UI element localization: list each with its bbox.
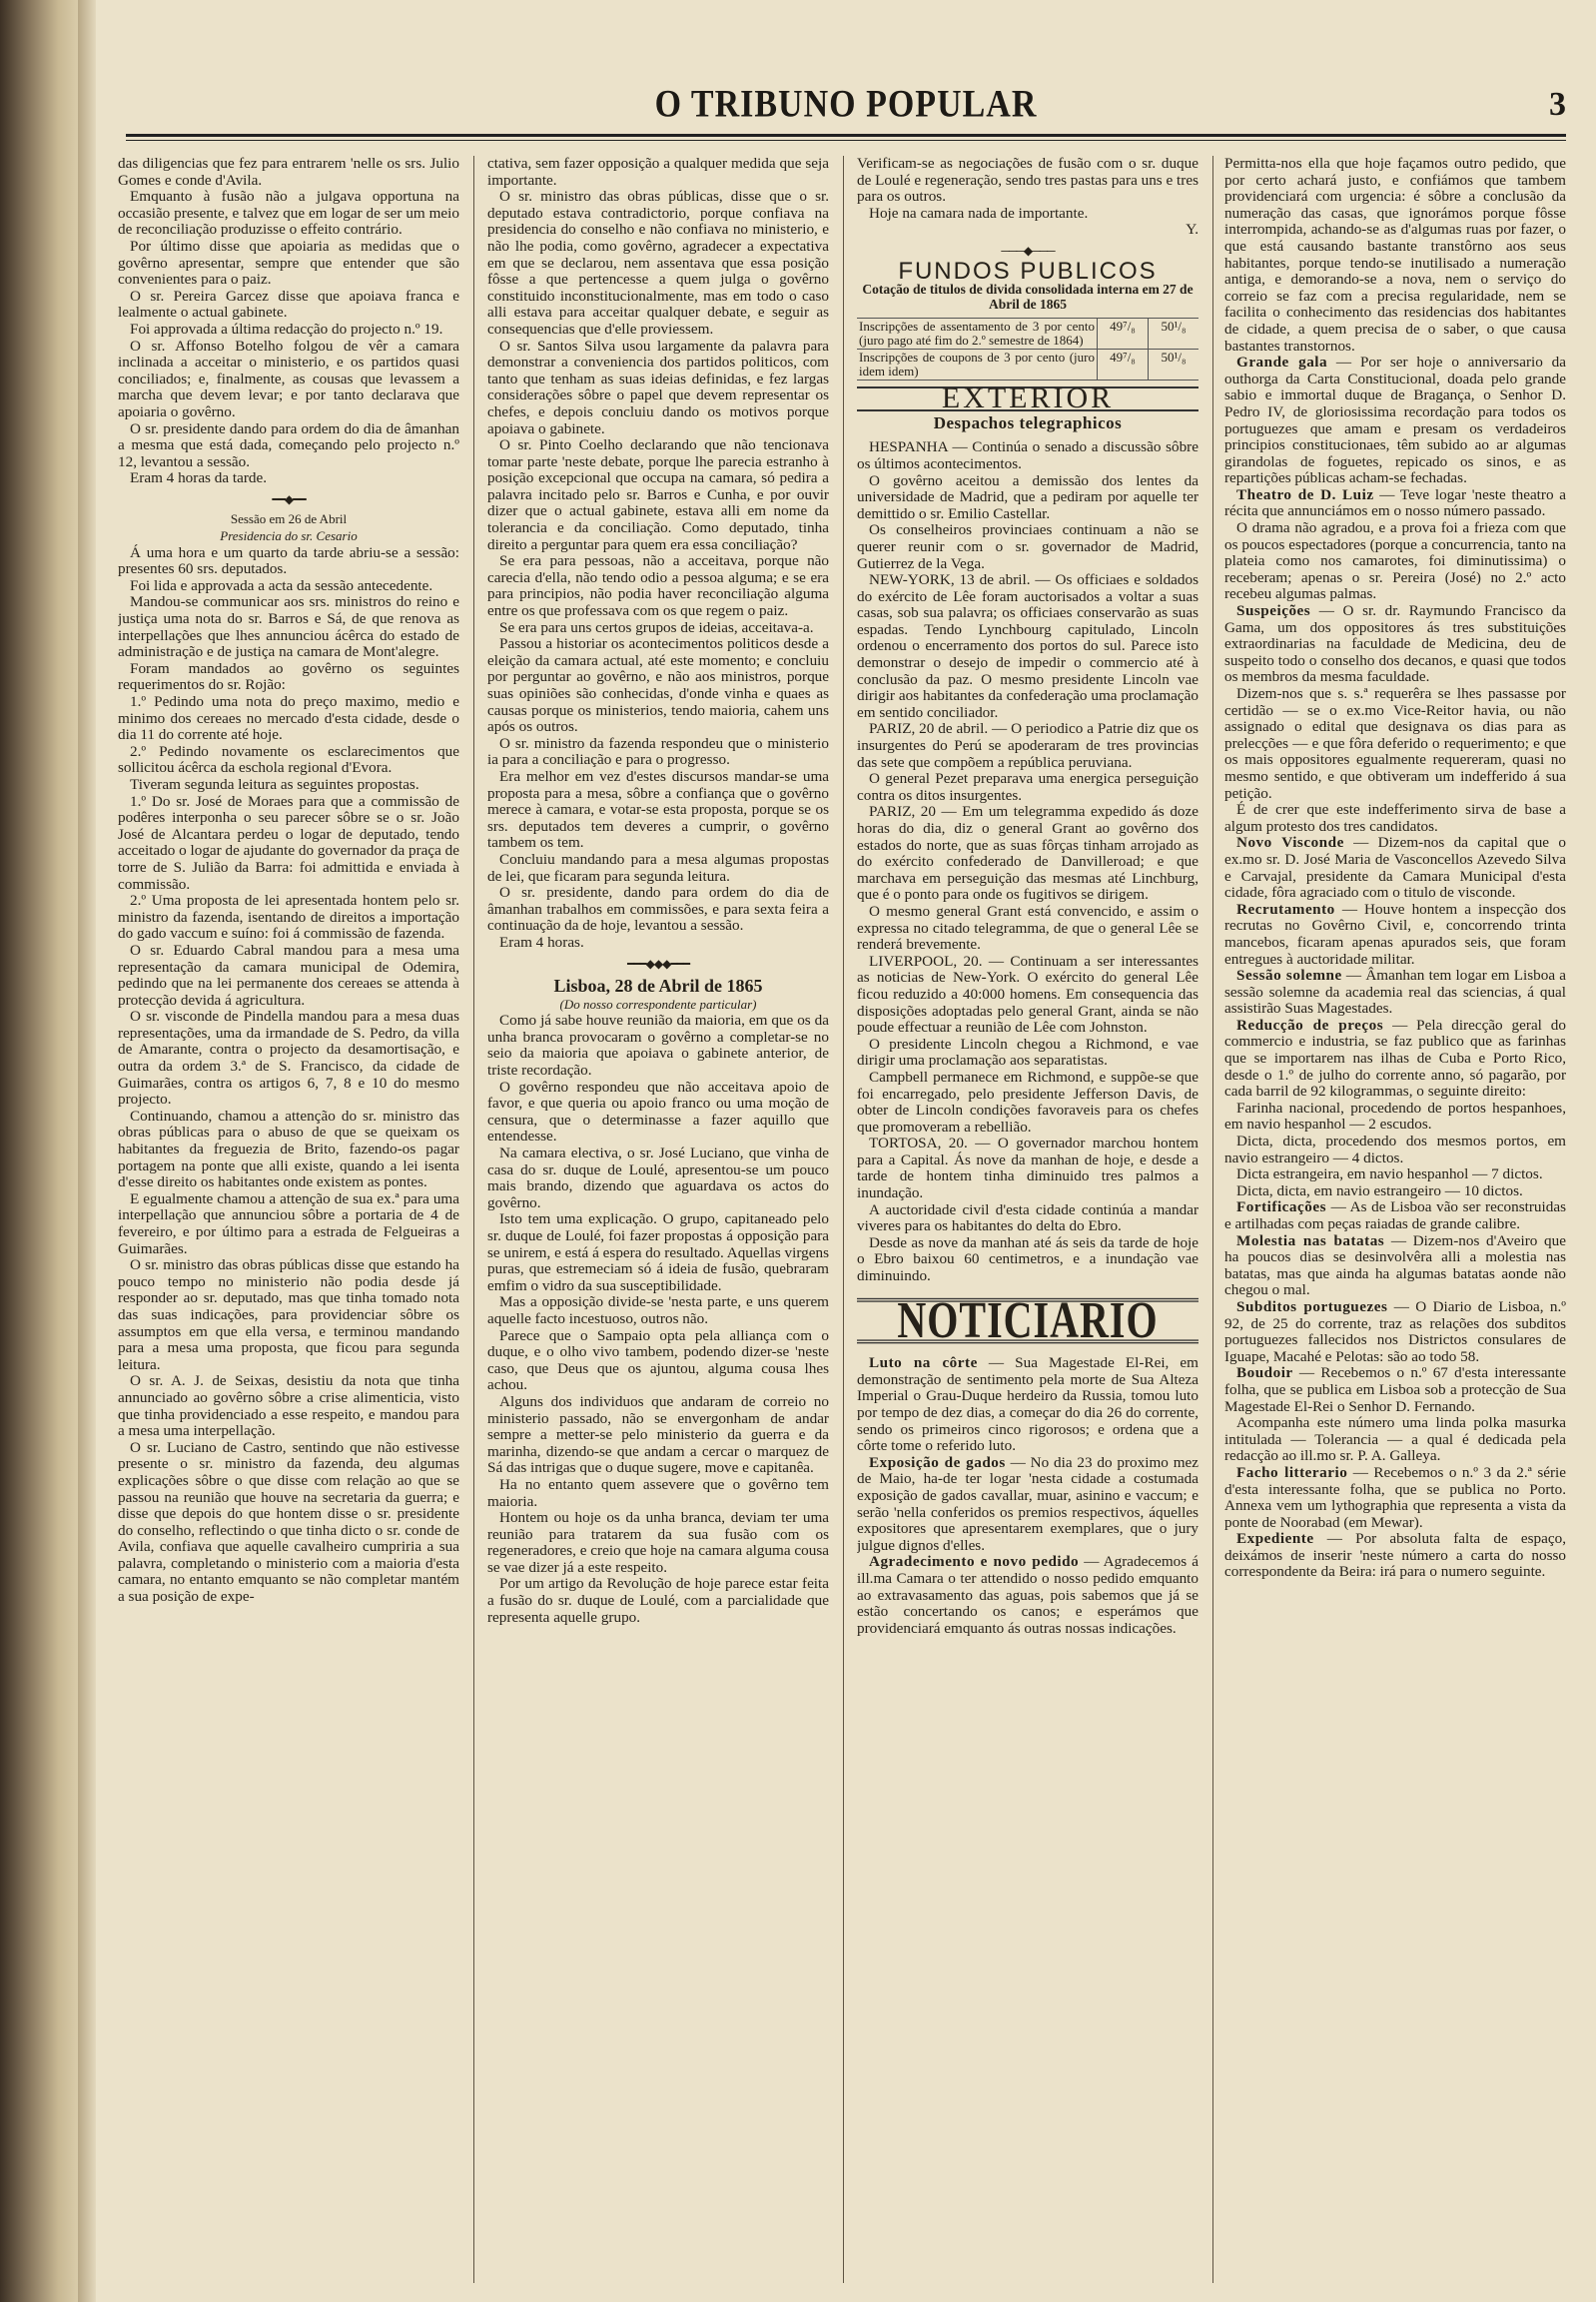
news-item	[1224, 355, 1566, 487]
paragraph: Desde as nove da manhan até ás seis da tarde de hoje o Ebro baixou 60 centimetros, e a inundação vae diminuindo.	[857, 1233, 1198, 1285]
paragraph: ctativa, sem fazer opposição a qualquer medida que seja importante.	[487, 156, 829, 189]
paragraph: E egualmente chamou a attenção de sua ex.ª para uma interpellação que annunciou sôbre a portaria de 4 de fevereiro, e por último para a estrada de Felgueiras a Guimarães.	[118, 1189, 459, 1257]
news-keyword: Boudoir	[1236, 1364, 1293, 1382]
paragraph: 2.º Pedindo novamente os esclarecimentos que sollicitou ácêrca da eschola regional d'Evora.	[118, 742, 459, 777]
paragraph: Hoje na camara nada de importante.	[869, 204, 1089, 222]
news-item	[1224, 1365, 1566, 1415]
paragraph: O sr. Santos Silva usou largamente da palavra para demonstrar a conveniencia dos partidos politicos, com tanto que tenham as suas ideias definidas, e fez largas considerações sôbre o papel que devem representar os chefes, e depois concluiu dando os motivos porque apoiava o gabinete.	[487, 337, 829, 437]
paragraph: O sr. presidente dando para ordem do dia de âmanhan a mesma que está dada, começando pelo projecto n.º 12, levantou a sessão.	[118, 419, 459, 470]
paragraph: O sr. Luciano de Castro, sentindo que não estivesse presente o sr. ministro da fazenda, deu algumas explicações sôbre o que disse com relação ao que se passou na reunião que houve na secretaria da guerra; e disse que depois do que hontem disse o sr. presidente do conselho, reflectindo o que tinha dicto o sr. conde de Avila, confiava que aquelle cavalheiro cumpriria a sua palavra, completando o ministerio com a maioria d'esta camara, no entanto emquanto se não completar mantém a sua posição de expe-	[118, 1438, 459, 1606]
column-3	[857, 156, 1198, 2293]
paragraph: Foi approvada a última redacção do projecto n.º 19.	[130, 320, 443, 338]
table-cell: Inscripções de assentamento de 3 por cento (juro pago até fim do 2.º semestre de 1864)	[857, 319, 1098, 350]
session-heading: Sessão em 26 de Abril	[230, 511, 348, 527]
paragraph: Á uma hora e um quarto da tarde abriu-se a sessão: presentes 60 srs. deputados.	[118, 543, 459, 578]
news-keyword: Exposição de gados	[869, 1453, 1006, 1471]
paragraph: Eram 4 horas da tarde.	[130, 469, 268, 487]
news-item	[857, 1455, 1198, 1555]
exterior-heading: EXTERIOR	[857, 386, 1198, 411]
news-keyword: Suspeições	[1236, 602, 1311, 620]
page-number: 3	[1549, 86, 1566, 123]
paragraph: Se era para uns certos grupos de ideias, acceitava-a.	[499, 618, 814, 636]
paragraph: O sr. ministro das obras públicas, disse que o sr. deputado estava contradictorio, porque confiava na presidencia do conselho e não confiava no ministerio, e não lhe podia, como govêrno, agradecer a expectativa em que se declarou, nem assentava que essa posição fôsse a que pertencesse a quem julga o govêrno constituido inconstitucionalmente, mas em todo o caso alli estava para acceitar qualquer debate, e seguir as consequencias que d'elle proviessem.	[487, 188, 829, 338]
paragraph: Eram 4 horas.	[499, 933, 584, 951]
paragraph: O sr. ministro das obras públicas disse que estando ha pouco tempo no ministerio não podia desde já responder ao sr. deputado, mas que tinha tomado nota das suas indicações, para providenciar sôbre os assumptos em que ella versa, e terminou mandando para a mesa uma proposta, que ficou para segunda leitura.	[118, 1256, 459, 1373]
paragraph: HESPANHA — Continúa o senado a discussão sôbre os últimos acontecimentos.	[857, 438, 1198, 472]
news-keyword: Expediente	[1236, 1530, 1314, 1548]
paragraph: É de crer que este indefferimento sirva de base a algum protesto dos tres candidatos.	[1224, 801, 1566, 835]
paragraph: Hontem ou hoje os da unha branca, deviam ter uma reunião para tratarem da sua fusão com os regeneradores, e creio que hoje na camara alguma cousa se vae dizer já a este respeito.	[487, 1509, 829, 1576]
paragraph: Campbell permanece em Richmond, e suppõe-se que foi encarregado, pelo presidente Jefferson Davis, de obter de Lincoln condições favoraveis para os chefes que promoveram a rebellião.	[857, 1068, 1198, 1136]
news-item	[857, 1554, 1198, 1637]
news-keyword: Grande gala	[1236, 354, 1328, 372]
paragraph: Verificam-se as negociações de fusão com o sr. duque de Loulé e regeneração, sendo tres pastas para uns e tres para os outros.	[857, 156, 1198, 206]
news-text: — Sua Magestade El-Rei, em demonstração de sentimento pela morte de Sua Alteza Imperial o Grau-Duque herdeiro da Russia, tomou luto por tempo de dez dias, a começar do dia 26 do corrente, sendo os primeiros cinco rigorosos; e ordena que a côrte tome o referido luto.	[857, 1354, 1198, 1455]
news-keyword: Reducção de preços	[1236, 1016, 1384, 1034]
news-text: — O sr. dr. Raymundo Francisco da Gama, um dos oppositores ás tres substituições extraordinarias na faculdade de Medicina, deu de suspeito todo o conselho dos decanos, e quasi que todos os membros da mesma faculdade.	[1224, 602, 1566, 686]
paragraph: Farinha nacional, procedendo de portos hespanhoes, em navio hespanhol — 2 escudos.	[1224, 1099, 1566, 1134]
news-item	[1224, 1199, 1566, 1232]
paragraph: Concluiu mandando para a mesa algumas propostas de lei, que ficaram para segunda leitura.	[487, 850, 829, 885]
news-item	[1224, 603, 1566, 686]
paragraph: O govêrno respondeu que não acceitava apoio de favor, e que queria ou apoio franco ou uma moção de censura, que o determinasse a fazer aquillo que entendesse.	[487, 1078, 829, 1146]
paragraph: O sr. Pereira Garcez disse que apoiava franca e lealmente o actual gabinete.	[118, 287, 459, 322]
table-cell: Inscripções de coupons de 3 por cento (juro idem idem)	[857, 350, 1098, 381]
telegraph-heading: Despachos telegraphicos	[933, 412, 1123, 432]
newspaper-page	[96, 0, 1596, 2302]
paragraph: O mesmo general Grant está convencido, e assim o expressa no citado telegramma, de que o general Lêe se renderá brevemente.	[857, 902, 1198, 954]
paragraph: Acompanha este número uma linda polka masurka intitulada — Tolerancia — a qual é dedicada pela redacção ao ill.mo sr. P. A. Galleya.	[1224, 1414, 1566, 1465]
paragraph: Os conselheiros provinciaes continuam a não se querer reunir com o sr. governador de Madrid, Gutierrez de la Vega.	[857, 521, 1198, 572]
news-item	[857, 1355, 1198, 1455]
paragraph: Emquanto à fusão não a julgava opportuna na occasião presente, e talvez que em logar de ser um meio de reconciliação produzisse o effeito contrário.	[118, 188, 459, 239]
news-keyword: Novo Visconde	[1236, 834, 1344, 852]
paragraph: Dicta, dicta, procedendo dos mesmos portos, em navio estrangeiro — 4 dictos.	[1224, 1133, 1566, 1166]
paragraph: Dicta, dicta, em navio estrangeiro — 10 dictos.	[1236, 1181, 1523, 1199]
paragraph: LIVERPOOL, 20. — Continuam a ser interessantes as noticias de New-York. O exército do general Lêe ficou reduzido a 40:000 homens. Em consequencia das disposições adoptadas pelo general Grant, ainda se não poude effectuar a reunião de Lêe com Johnston.	[857, 952, 1198, 1037]
correspondent-note: (Do nosso correspondente particular)	[559, 996, 757, 1012]
column-2	[487, 156, 829, 2293]
news-text: — Dizem-nos d'Aveiro que ha poucos dias se desinvolvêra alli a molestia nas batatas, mas que ainda ha algumas batatas aonde não chegou o mal.	[1224, 1231, 1566, 1299]
paragraph: O sr. presidente, dando para ordem do dia de âmanhan trabalhos em commissões, e para sexta feira a continuação da de hoje, levantou a sessão.	[487, 884, 829, 935]
paragraph: O sr. Affonso Botelho folgou de vêr a camara inclinada a acceitar o ministerio, e os partidos quasi conciliados; e, finalmente, as cousas que levassem a marcha que devem levar; e por tanto declarava que apoiaria o govêrno.	[118, 337, 459, 420]
news-keyword: Subditos portuguezes	[1236, 1297, 1388, 1315]
paragraph: Era melhor em vez d'estes discursos mandar-se uma proposta para a mesa, sôbre a confiança que o govêrno merece à camara, e votar-se esta proposta, porque se os srs. deputados tem deveres a cumprir, o govêrno tambem os tem.	[487, 767, 829, 852]
paragraph: O sr. visconde de Pindella mandou para a mesa duas representações, uma da irmandade de S. Pedro, da villa de Amarante, contra o projecto da desamortisação, e outra da ordem 3.ª de S. Francisco, da cidade de Guimarães, contra os artigos 6, 7, 8 e 10 do mesmo projecto.	[118, 1008, 459, 1109]
bond-quotes-table	[857, 318, 1198, 381]
news-text: — No dia 23 do proximo mez de Maio, ha-de ter logar 'nesta cidade a costumada exposição de gados cavallar, muar, asinino e vaccum; e serão 'nella conferidos os premios respectivos, áquelles expositores que apresentarem exemplares, que o jury julgue dignos d'elles.	[857, 1453, 1198, 1554]
paragraph: A auctoridade civil d'esta cidade continúa a mandar viveres para os habitantes do delta do Ebro.	[857, 1200, 1198, 1235]
paragraph: O general Pezet preparava uma energica perseguição contra os ditos insurgentes.	[857, 770, 1198, 804]
paragraph: Dicta estrangeira, em navio hespanhol — 7 dictos.	[1236, 1165, 1543, 1183]
news-text: — Recebemos o n.º 67 d'esta interessante folha, que se publica em Lisboa sob a protecção de Sua Magestade El-Rei o Senhor D. Fernando.	[1224, 1364, 1566, 1415]
header-rule-thin	[126, 140, 1566, 141]
paragraph: Tiveram segunda leitura as seguintes propostas.	[130, 775, 419, 793]
signature: Y.	[1186, 221, 1198, 239]
news-text: — Âmanhan tem logar em Lisboa a sessão solemne da academia real das sciencias, á qual assistirão Suas Magestades.	[1224, 967, 1566, 1018]
paragraph: Na camara electiva, o sr. José Luciano, que vinha de casa do sr. duque de Loulé, apresentou-se um pouco mais brando, dizendo que aguardava os actos do govêrno.	[487, 1145, 829, 1211]
paragraph: Por um artigo da Revolução de hoje parece estar feita a fusão do sr. duque de Loulé, com a parcialidade que representa aquelle grupo.	[487, 1575, 829, 1626]
paragraph: Parece que o Sampaio opta pela alliança com o duque, e o olho vivo tambem, podendo dizer-se 'neste caso, que Deus que os ajuntou, alguma cousa lhes achou.	[487, 1326, 829, 1394]
paragraph: Dizem-nos que s. s.ª requerêra se lhes passasse por certidão — se o ex.mo Vice-Reitor havia, ou não assignado o edital que designava os dias para as prelecções — e que fôra deferido o requerimento; e que os mais oppositores egualmente requereram, quasi no mesmo sentido, e que obtiveram um indefferido á sua petição.	[1224, 685, 1566, 802]
divider-ornament: ───◆───	[1001, 243, 1055, 258]
paragraph: Foi lida e approvada a acta da sessão antecedente.	[130, 576, 433, 594]
news-keyword: Sessão solemne	[1236, 967, 1342, 985]
paragraph: Se era para pessoas, não a acceitava, porque não carecia d'ella, não tendo odio a pessoa alguma; e se era para principios, não podia haver reconciliação alguma entre os que professava com os que regem o paiz.	[487, 552, 829, 620]
paragraph: 1.º Pedindo uma nota do preço maximo, medio e minimo dos cereaes no mercado d'esta cidade, desde o dia 11 do corrente até hoje.	[118, 693, 459, 744]
divider-ornament: ━━◆━━	[272, 491, 306, 506]
news-text: — As de Lisboa vão ser reconstruidas e artilhadas com peças raiadas de grande calibre.	[1224, 1198, 1566, 1232]
news-text: — Pela direcção geral do commercio e industria, se faz publico que as farinhas que se importarem nas ilhas de Cuba e Porto Rico, desde o 1.º de julho do corrente anno, só pagarão, por cada barril de 92 kilogrammas, o seguinte direito:	[1224, 1016, 1566, 1101]
news-keyword: Recrutamento	[1236, 900, 1335, 918]
news-text: — Agradecemos á ill.ma Camara o ter attendido o nosso pedido emquanto ao extravasamento das aguas, pois sabemos que já se estão concertando os canos; e esperámos que providenciará emquanto ás outras nossas indicações.	[857, 1553, 1198, 1637]
news-keyword: Theatro de D. Luiz	[1236, 485, 1374, 503]
column-4	[1224, 156, 1566, 2293]
table-row	[857, 350, 1198, 381]
news-item	[1224, 1018, 1566, 1101]
fundos-heading: FUNDOS PUBLICOS	[898, 257, 1158, 285]
paragraph: O drama não agradou, e a prova foi a frieza com que os poucos espectadores (porque a concurrencia, tanto na plateia como nos camarotes, foi diminutissima) o receberam; apenas o sr. Pereira (José) no 2.º acto recebeu algumas palmas.	[1224, 519, 1566, 603]
paragraph: Foram mandados ao govêrno os seguintes requerimentos do sr. Rojão:	[118, 659, 459, 694]
paragraph: PARIZ, 20 de abril. — O periodico a Patrie diz que os insurgentes do Perú se apoderaram de tres provincias das sete que compõem a república peruviana.	[857, 720, 1198, 771]
paragraph: das diligencias que fez para entrarem 'nelle os srs. Julio Gomes e conde d'Avila.	[118, 156, 459, 189]
table-cell: 49⁷/₈	[1098, 319, 1149, 350]
news-item	[1224, 1233, 1566, 1299]
column-separator	[843, 156, 844, 2283]
paragraph: PARIZ, 20 — Em um telegramma expedido ás doze horas do dia, diz o general Grant ao govêrno dos estados do norte, que as suas fôrças tinham arrojado as do exército confederado de Danvillerоad; e que marchava em perseguição das mesmas até Linchburg, que é o ponto para onde os fugitivos se dirigem.	[857, 803, 1198, 904]
paragraph: 1.º Do sr. José de Moraes para que a commissão de podêres interponha o seu parecer sôbre se o sr. João José de Alcantara perdeu o logar de deputado, tendo acceitado o logar de ajudante do governador da praça de torre de S. Julião da Barra: foi admittida e enviada à commissão.	[118, 792, 459, 893]
news-keyword: Agradecimento e novo pedido	[869, 1553, 1080, 1571]
paragraph: Mandou-se communicar aos srs. ministros do reino e justiça uma nota do sr. Barros e Sá, de que renova as interpellações que lhes annunciou ácêrca do estado de administração e de justiça na camara de Mont'alegre.	[118, 593, 459, 661]
news-text: — Houve hontem a inspecção dos recrutas no Govêrno Civil, e, concorrendo trinta mancebos, ficaram apenas apurados seis, que foram entregues à auctoridade militar.	[1224, 900, 1566, 968]
news-item	[1224, 1299, 1566, 1365]
news-keyword: Facho litterario	[1236, 1463, 1348, 1481]
paragraph: Ha no entanto quem assevere que o govêrno tem maioria.	[487, 1475, 829, 1510]
paragraph: Isto tem uma explicação. O grupo, capitaneado pelo sr. duque de Loulé, foi fazer propostas á opposição para se unirem, e está á espera do resultado. Aquellas virgens puras, que estremeciam só á ideia de fusão, quebraram emfim o vidro da sua susceptibilidade.	[487, 1210, 829, 1294]
news-item	[1224, 1531, 1566, 1581]
header-rule	[126, 134, 1566, 137]
table-row	[857, 319, 1198, 350]
newspaper-title: O TRIBUNO POPULAR	[654, 83, 1038, 126]
lisboa-heading: Lisboa, 28 de Abril de 1865	[553, 976, 763, 997]
news-item	[1224, 835, 1566, 901]
book-binding	[0, 0, 78, 2302]
presidency-line: Presidencia do sr. Cesario	[220, 528, 358, 544]
paragraph: Continuando, chamou a attenção do sr. ministro das obras públicas para o abuso de que se queixam os habitantes da freguezia de Brito, fazendo-os pagar portagem na ponte que alli existe, quando a lei isenta d'esse direito os habitantes onde existem as pontes.	[118, 1107, 459, 1191]
paragraph: O sr. Pinto Coelho declarando que não tencionava tomar parte 'neste debate, porque lhe parecia estranho à posição excepcional que occupa na camara, só pedira a palavra incitado pelo sr. Barros e Cunha, e por ouvir dizer que o actual gabinete, estava alli em nome da tolerancia e da conciliação. Como deputado, tinha direito a perguntar para quem era essa conciliação?	[487, 436, 829, 553]
news-item	[1224, 487, 1566, 520]
news-text: — Por ser hoje o anniversario da outhorga da Carta Constitucional, doada pelo grande sabio e immortal duque de Bragança, o Senhor D. Pedro IV, de gloriosissima recordação para todos os portuguezes que amam e presam os verdadeiros principios constitucionaes, têm subido ao ar algumas girandolas de foguetes, repicado os sinos, e as repartições públicas acham-se fechadas.	[1224, 354, 1566, 487]
column-separator	[1212, 156, 1213, 2283]
paragraph: Mas a opposição divide-se 'nesta parte, e uns querem aquelle facto incestuoso, outros não.	[487, 1293, 829, 1327]
news-item	[1224, 968, 1566, 1018]
paragraph: O govêrno aceitou a demissão dos lentes da universidade de Madrid, que a pediram por aquelle ter demittido o sr. Emilio Castellar.	[857, 471, 1198, 522]
column-separator	[473, 156, 474, 2283]
paragraph: Passou a historiar os acontecimentos politicos desde a eleição da camara actual, até este momento; e concluiu por perguntar ao govêrno, e não aos ministros, porque suas opiniões são conhecidas, d'onde vinha e quaes as causas porque os ministerios, tendo maioria, cahem uns após os outros.	[487, 635, 829, 736]
paragraph: Alguns dos individuos que andaram de correio no ministerio passado, não se envergonham de andar sempre a metter-se pelo ministerio da guerra e da marinha, dizendo-se que andam a cercar o marquez de Sá das intrigas que o duque sugere, move e capitanêa.	[487, 1392, 829, 1477]
news-keyword: Molestia nas batatas	[1236, 1231, 1385, 1249]
news-text: — Por absoluta falta de espaço, deixámos de inserir 'neste número a carta do nosso correspondente da Beira: irá para o numero seguinte.	[1224, 1530, 1566, 1581]
columns	[118, 156, 1566, 2293]
paragraph: O sr. Eduardo Cabral mandou para a mesa uma representação da camara municipal de Odemira, pedindo que na lei permanente dos cereaes se attenda à protecção devida á agricultura.	[118, 941, 459, 1009]
news-item	[1224, 1465, 1566, 1531]
fundos-subheading: Cotação de titulos de divida consolidada interna em 27 de Abril de 1865	[862, 282, 1194, 313]
table-cell: 50¹/₈	[1149, 319, 1199, 350]
news-keyword: Fortificações	[1236, 1198, 1326, 1216]
news-item	[1224, 902, 1566, 968]
masthead	[126, 83, 1566, 130]
news-text: — O Diario de Lisboa, n.º 92, de 25 do corrente, traz as relações dos subditos portuguezes fallecidos nos Districtos consulares de Iguape, Macahé e Pelotas: são ao todo 58.	[1224, 1297, 1566, 1365]
news-text: — Recebemos o n.º 3 da 2.ª série d'esta interessante folha, que se publica no Porto. Annexa vem um lythographia que representa a vista da ponte de Noorabad (em Mewar).	[1224, 1463, 1566, 1531]
table-cell: 50¹/₈	[1149, 350, 1199, 381]
news-text: — Teve logar 'neste theatro a récita que annunciámos em o nosso número passado.	[1224, 485, 1566, 520]
paragraph: 2.º Uma proposta de lei apresentada hontem pelo sr. ministro da fazenda, isentando de direitos a importação do gado vaccum e suíno: foi á commissão de fazenda.	[118, 892, 459, 943]
divider-ornament: ━━━◆◆◆━━━	[626, 956, 690, 971]
table-cell: 49⁷/₈	[1098, 350, 1149, 381]
paragraph: Por último disse que apoiaria as medidas que o govêrno apresentar, sempre que entender que são convenientes para o paiz.	[118, 237, 459, 289]
news-keyword: Luto na côrte	[869, 1354, 978, 1372]
noticiario-heading: NOTICIARIO	[857, 1297, 1198, 1342]
news-text: — Dizem-nos da capital que o ex.mo sr. D. José Maria de Vasconcellos Azevedo Silva e Carvajal, presidente da Camara Municipal d'esta cidade, fôra agraciado com o titulo de visconde.	[1224, 834, 1566, 902]
previous-page-edge	[78, 0, 97, 2302]
paragraph: TORTOSA, 20. — O governador marchou hontem para a Capital. Ás nove da manhan de hoje, e desde a tarde de hontem tinha diminuido tres palmos a inundação.	[857, 1135, 1198, 1202]
paragraph: Permitta-nos ella que hoje façamos outro pedido, que por certo achará justo, e confiámos que tambem providenciará com urgencia: é sôbre a conclusão da numeração das casas, que ignorámos porque fôsse interrompida, achando-se as d'algumas ruas por fazer, o que está causando bastante transtôrno aos seus habitantes, porque tendo-se inutilisado a numeração antiga, e demorando-se a nova, nem o serviço do correio se faz com a precisa regularidade, nem se facilita o conhecimento das residencias dos habitantes de cidade, a quem precisa de o saber, o que causa bastantes transtornos.	[1224, 156, 1566, 355]
paragraph: Como já sabe houve reunião da maioria, em que os da unha branca provocaram o govêrno a completar-se no seio da maioria que apoiava o gabinete anterior, de triste recordação.	[487, 1012, 829, 1080]
paragraph: O presidente Lincoln chegou a Richmond, e vae dirigir uma proclamação aos separatistas.	[857, 1035, 1198, 1070]
paragraph: NEW-YORK, 13 de abril. — Os officiaes e soldados do exército de Lêe foram auctorisados a voltar a suas casas, sob sua palavra; os officiaes conservarão as suas espadas. Tendo Lynchbourg capitulado, Lincoln ordenou o encerramento dos portos do sul. Parece isto demonstrar o desejo de impedir o commercio até à conclusão da paz. O mesmo presidente Lincoln vae dirigir aos habitantes da confederação uma proclamação em sentido conciliador.	[857, 571, 1198, 721]
paragraph: O sr. ministro da fazenda respondeu que o ministerio ia para a conciliação e para o progresso.	[487, 734, 829, 769]
paragraph: O sr. A. J. de Seixas, desistiu da nota que tinha annunciado ao govêrno sôbre a crise alimenticia, visto que tinha providenciado a esse respeito, e mandou para a mesa uma interpellação.	[118, 1372, 459, 1440]
column-1	[118, 156, 459, 2293]
